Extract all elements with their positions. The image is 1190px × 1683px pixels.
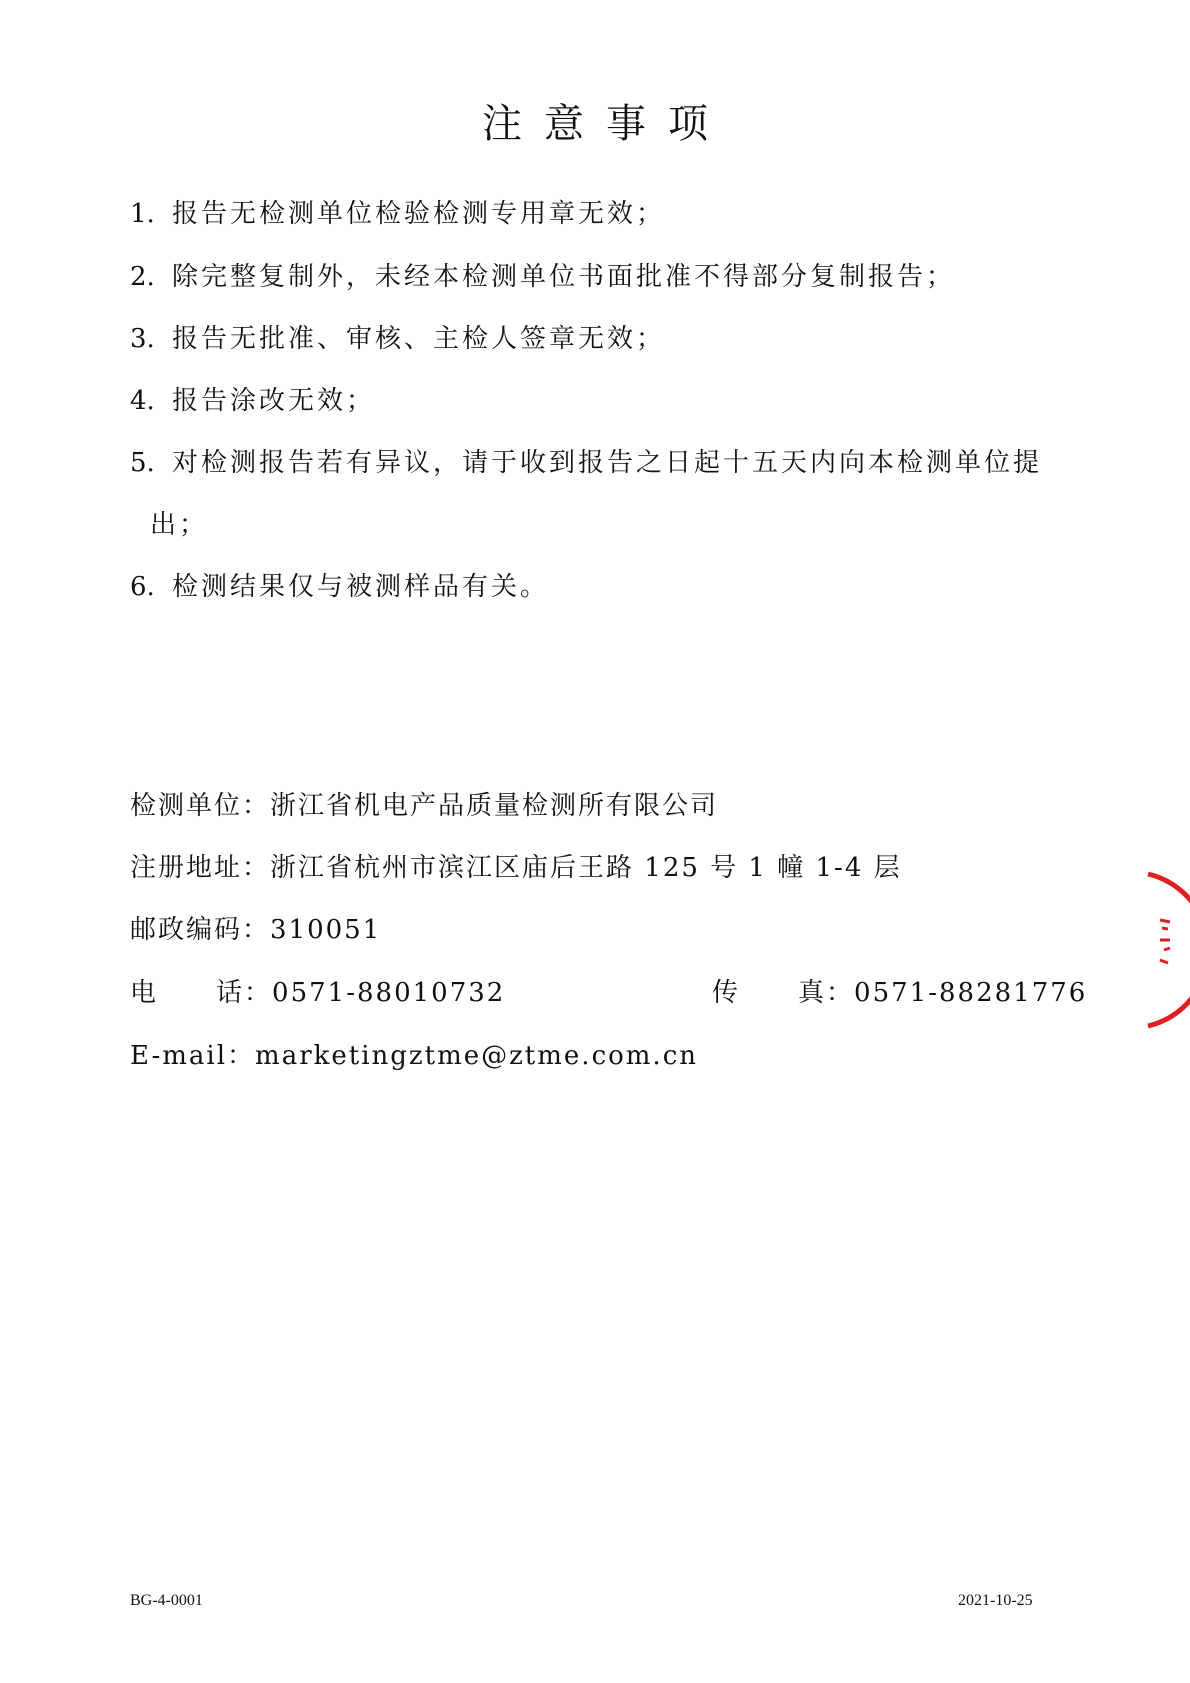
contact-fax-label-b: 真：	[798, 978, 855, 1008]
contact-postcode-label: 邮政编码：	[130, 915, 271, 945]
contact-postcode	[130, 909, 381, 946]
notice-item	[130, 556, 1090, 618]
contact-unit-value: 浙江省机电产品质量检测所有限公司	[270, 791, 719, 821]
contact-fax	[712, 972, 1087, 1009]
notice-text-continued: 出；	[150, 510, 209, 540]
notice-number: 6.	[130, 572, 155, 602]
notice-number: 4.	[130, 386, 155, 416]
notice-text: 检测结果仅与被测样品有关。	[172, 572, 550, 602]
notice-text: 除完整复制外，未经本检测单位书面批准不得部分复制报告；	[172, 262, 956, 292]
contact-email	[130, 1035, 698, 1072]
notice-number: 1.	[130, 199, 155, 229]
contact-postcode-value: 310051	[270, 915, 382, 945]
notice-item	[130, 246, 1090, 308]
notice-text: 对检测报告若有异议，请于收到报告之日起十五天内向本检测单位提	[172, 448, 1043, 478]
page-title: 注意事项	[482, 101, 730, 147]
notice-item	[130, 308, 1090, 370]
contact-phone-value: 0571-88010732	[272, 978, 506, 1008]
notice-text: 报告无检测单位检验检测专用章无效；	[172, 199, 666, 229]
contact-address-value: 浙江省杭州市滨江区庙后王路 125 号 1 幢 1-4 层	[270, 853, 902, 883]
contact-phone-label-a: 电	[130, 978, 159, 1008]
contact-email-label: E-mail：	[130, 1041, 256, 1071]
contact-address-label: 注册地址：	[130, 853, 271, 883]
document-date: 2021-10-25	[958, 1592, 1033, 1609]
contact-phone	[130, 972, 505, 1009]
notice-item	[130, 370, 1090, 432]
notice-item	[130, 432, 1090, 556]
seal-stamp-icon	[1146, 870, 1190, 1030]
contact-address	[130, 847, 902, 884]
notice-number: 5.	[130, 448, 155, 478]
contact-unit-label: 检测单位：	[130, 791, 271, 821]
document-code: BG-4-0001	[130, 1592, 203, 1609]
contact-phone-label-b: 话：	[216, 978, 273, 1008]
notice-item	[130, 183, 1090, 245]
notice-text: 报告涂改无效；	[172, 386, 376, 416]
notice-number: 3.	[130, 324, 155, 354]
notice-number: 2.	[130, 262, 155, 292]
contact-fax-value: 0571-88281776	[854, 978, 1088, 1008]
contact-unit	[130, 785, 718, 822]
contact-email-value: marketingztme@ztme.com.cn	[255, 1041, 699, 1071]
notice-text: 报告无批准、审核、主检人签章无效；	[172, 324, 666, 354]
contact-fax-label-a: 传	[712, 978, 741, 1008]
